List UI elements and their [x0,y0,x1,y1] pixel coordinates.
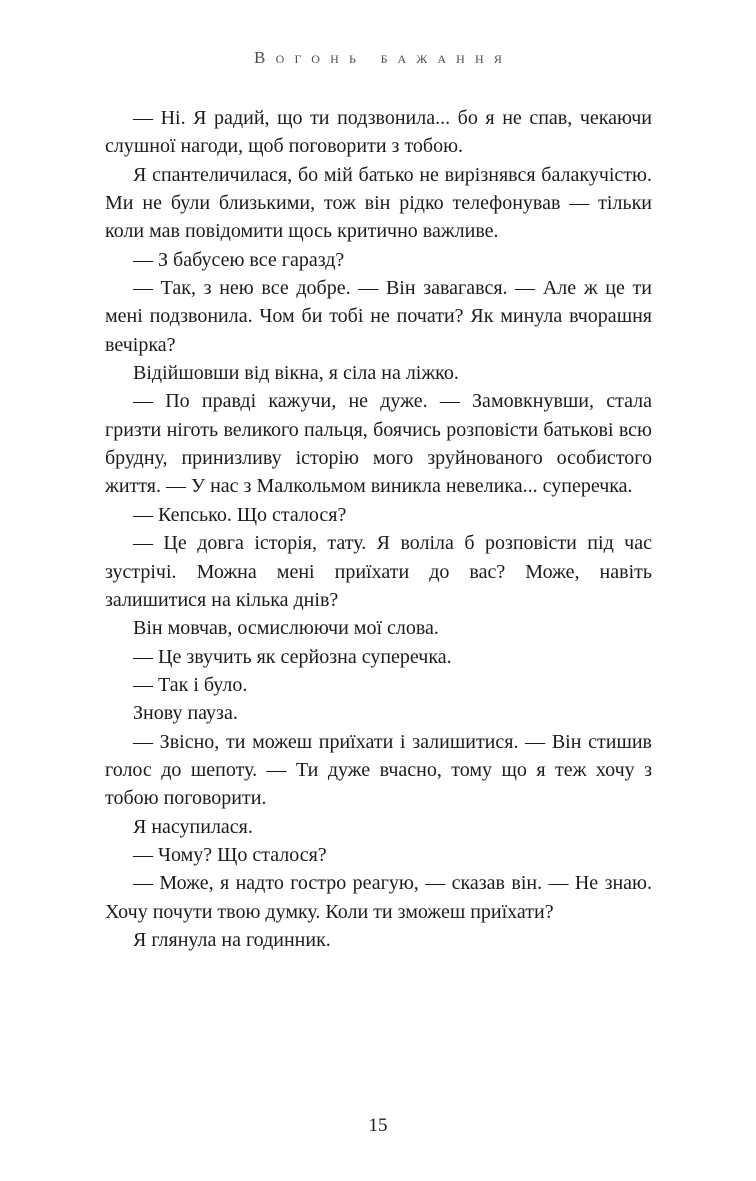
paragraph: — Чому? Що сталося? [133,843,327,866]
paragraph: Я спантеличилася, бо мій батько не вирізнявся балакучістю. Ми не були близькими, тож він рідко телефонував — тільки коли мав повідомити щось критично важливе. [105,163,652,243]
paragraph: — Так, з нею все добре. — Він завагався. — Але ж це ти мені подзвонила. Чом би тобі не почати? Як минула вчорашня вечірка? [105,277,652,356]
paragraph: — Кепсько. Що сталося? [133,503,347,526]
paragraph: — Звісно, ти можеш приїхати і залишитися. — Він стишив голос до шепоту. — Ти дуже вчасно, тому що я теж хочу з тобою поговорити. [105,730,652,810]
paragraph: — Може, я надто гостро реагую, — сказав він. — Не знаю. Хочу почути твою думку. Коли ти зможеш приїхати? [105,872,652,923]
running-head: Вогонь бажання [254,48,513,67]
paragraph: Він мовчав, осмислюючи мої слова. [133,617,439,640]
paragraph: — Ні. Я радий, що ти подзвонила... бо я не спав, чекаючи слушної нагоди, щоб поговорити з тобою. [105,107,652,158]
paragraph: — З бабусею все гаразд? [133,248,345,271]
paragraph: Знову пауза. [133,702,238,725]
paragraph: — Це довга історія, тату. Я воліла б розповісти під час зустрічі. Можна мені приїхати до вас? Може, навіть залишитися на кілька днів? [105,532,652,611]
page-number: 15 [368,1115,388,1136]
paragraph: — Так і було. [133,673,248,696]
paragraph: — По правді кажучи, не дуже. — Замовкнувши, стала гризти ніготь великого пальця, боячись розповісти батькові всю брудну, принизливу історію мого зруйнованого особистого життя. — У нас з Малкольмом виникла невелика... суперечка. [105,390,652,498]
body-text [105,104,652,954]
paragraph: Я насупилася. [133,815,253,838]
paragraph: — Це звучить як серйозна суперечка. [133,645,452,668]
paragraph: Відійшовши від вікна, я сіла на ліжко. [133,362,459,385]
paragraph: Я глянула на годинник. [133,928,331,951]
